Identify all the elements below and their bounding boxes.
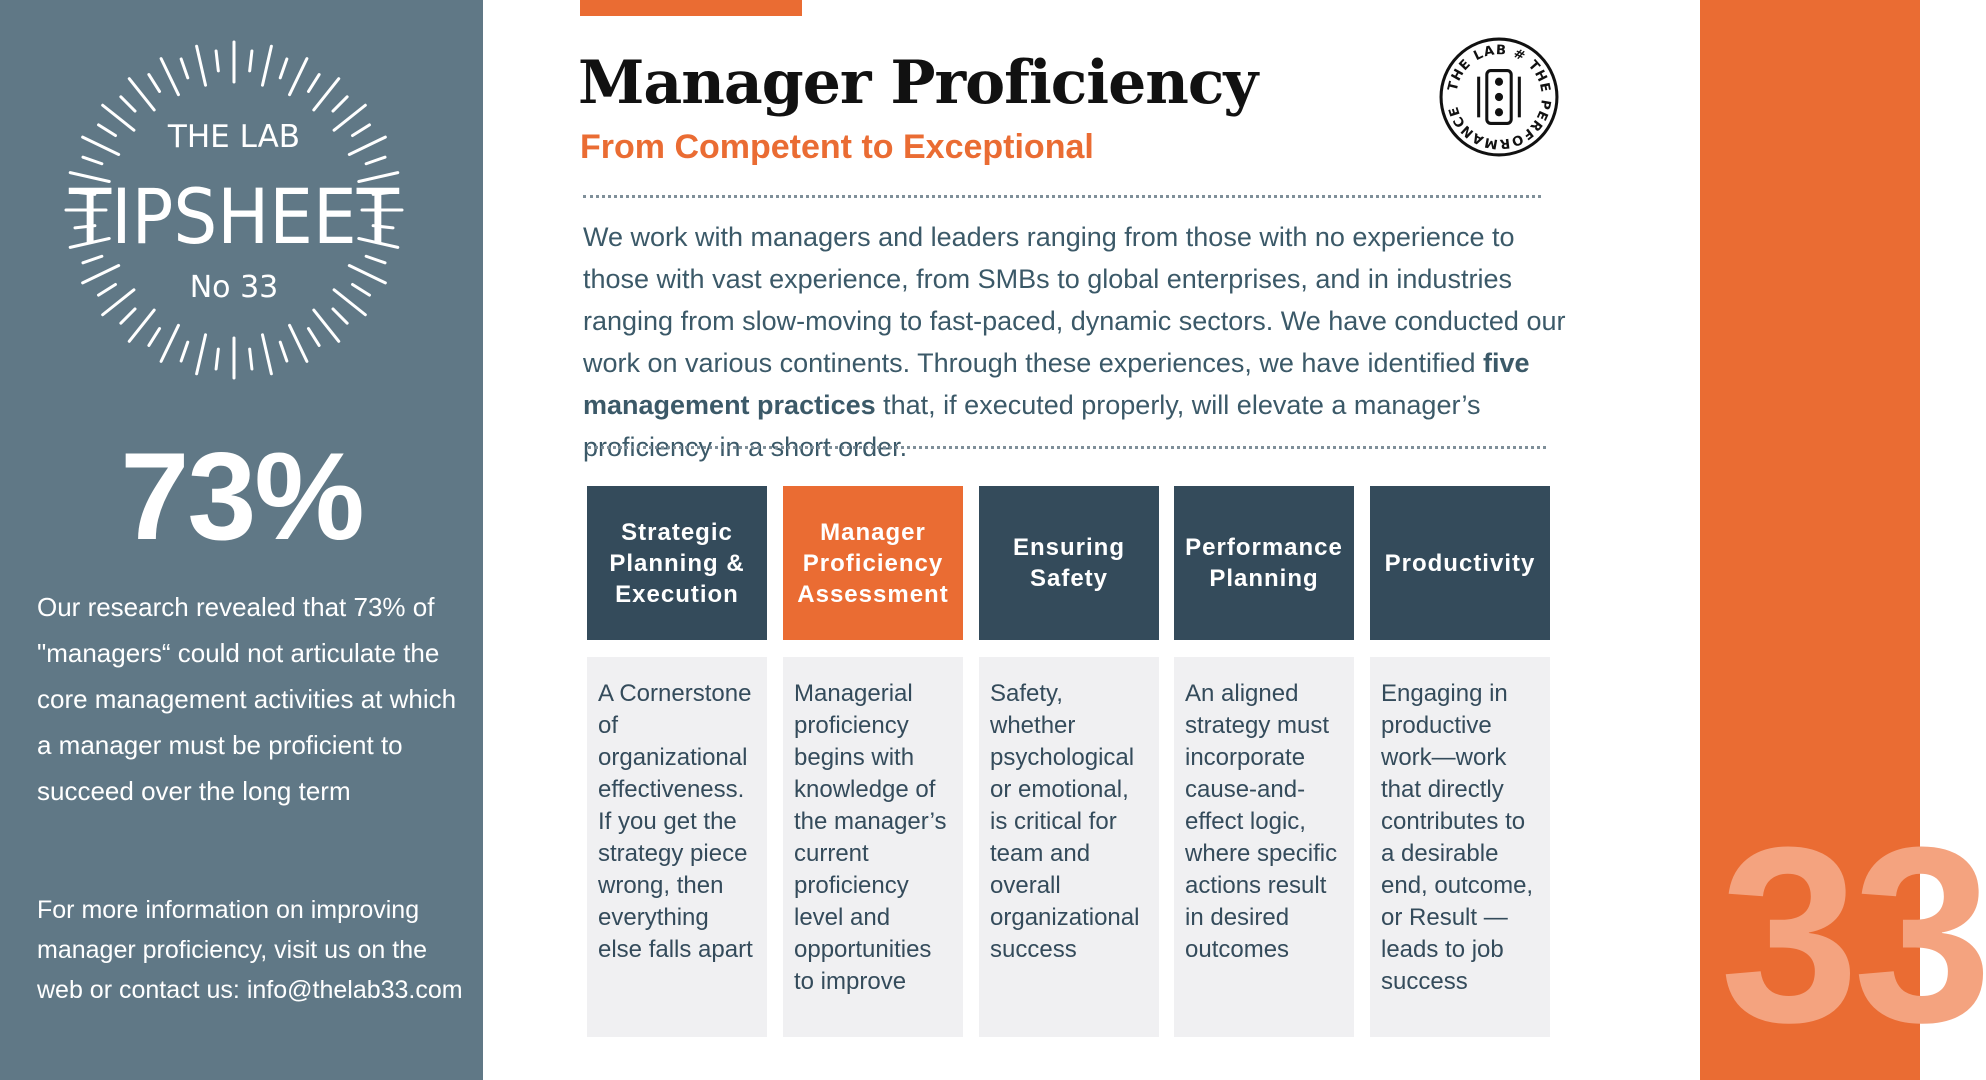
starburst-badge-graphic	[54, 30, 414, 390]
practice-4-description: An aligned strategy must incorporate cause-and-effect logic, where specific actions result in desired outcomes	[1174, 657, 1354, 1037]
practice-4-header	[1174, 486, 1354, 640]
intro-highlight: five management practices	[583, 348, 1530, 420]
practice-1-description: A Cornerstone of organizational effectiveness. If you get the strategy piece wrong, then everything else falls apart	[587, 657, 767, 1037]
practice-3-title: Ensuring Safety	[1012, 534, 1125, 592]
top-accent-bar	[580, 0, 802, 16]
page-subtitle: From Competent to Exceptional	[580, 128, 1094, 166]
practice-2-title: Manager Proficiency Assessment	[797, 518, 949, 608]
performance-lab-logo	[1438, 36, 1560, 158]
tipsheet-badge	[54, 30, 414, 390]
right-accent-band	[1700, 0, 1986, 1080]
badge-main-word: TIPSHEET	[68, 172, 400, 261]
practice-3-header	[979, 486, 1159, 640]
intro-paragraph	[583, 216, 1583, 468]
practice-4-title: Performance Planning	[1185, 534, 1343, 592]
practice-5-description: Engaging in productive work—work that directly contributes to a desirable end, outcome, or Result — leads to job success	[1370, 657, 1550, 1037]
badge-number: No 33	[189, 270, 279, 305]
practice-5-header	[1370, 486, 1550, 640]
intro-text-before: We work with managers and leaders ranging from those with no experience to those with vast experience, from SMBs to global enterprises, and in industries ranging from slow-moving to fast-paced, dynamic sectors. We have conducted our work on various continents. Through these experiences, we have identified	[583, 222, 1566, 378]
page-title: Manager Proficiency	[578, 48, 1258, 118]
logo-ring-text: THE LAB # THE PERFORMANCE	[1445, 43, 1553, 152]
practice-2-description: Managerial proficiency begins with knowledge of the manager’s current proficiency level and opportunities to improve	[783, 657, 963, 1037]
divider-bottom	[588, 446, 1546, 449]
sidebar	[0, 0, 483, 1080]
intro-text-after: that, if executed properly, will elevate a manager’s proficiency in a short order.	[583, 390, 1481, 462]
practice-3-description: Safety, whether psychological or emotional, is critical for team and overall organizational success	[979, 657, 1159, 1037]
practice-1-header	[587, 486, 767, 640]
badge-top-line: THE LAB	[167, 119, 301, 155]
divider-top	[583, 195, 1541, 198]
research-text: Our research revealed that 73% of "managers“ could not articulate the core management activities at which a manager must be proficient to succeed over the long term	[37, 592, 457, 806]
stat-73-percent: 73%	[120, 428, 363, 566]
big-33-watermark: 33	[1720, 795, 1986, 1074]
practice-2-header	[783, 486, 963, 640]
practice-5-title: Productivity	[1384, 549, 1536, 577]
contact-text: For more information on improving manager proficiency, visit us on the web or contact us: info@thelab33.com	[37, 896, 463, 1004]
practice-1-title: Strategic Planning & Execution	[609, 518, 745, 608]
